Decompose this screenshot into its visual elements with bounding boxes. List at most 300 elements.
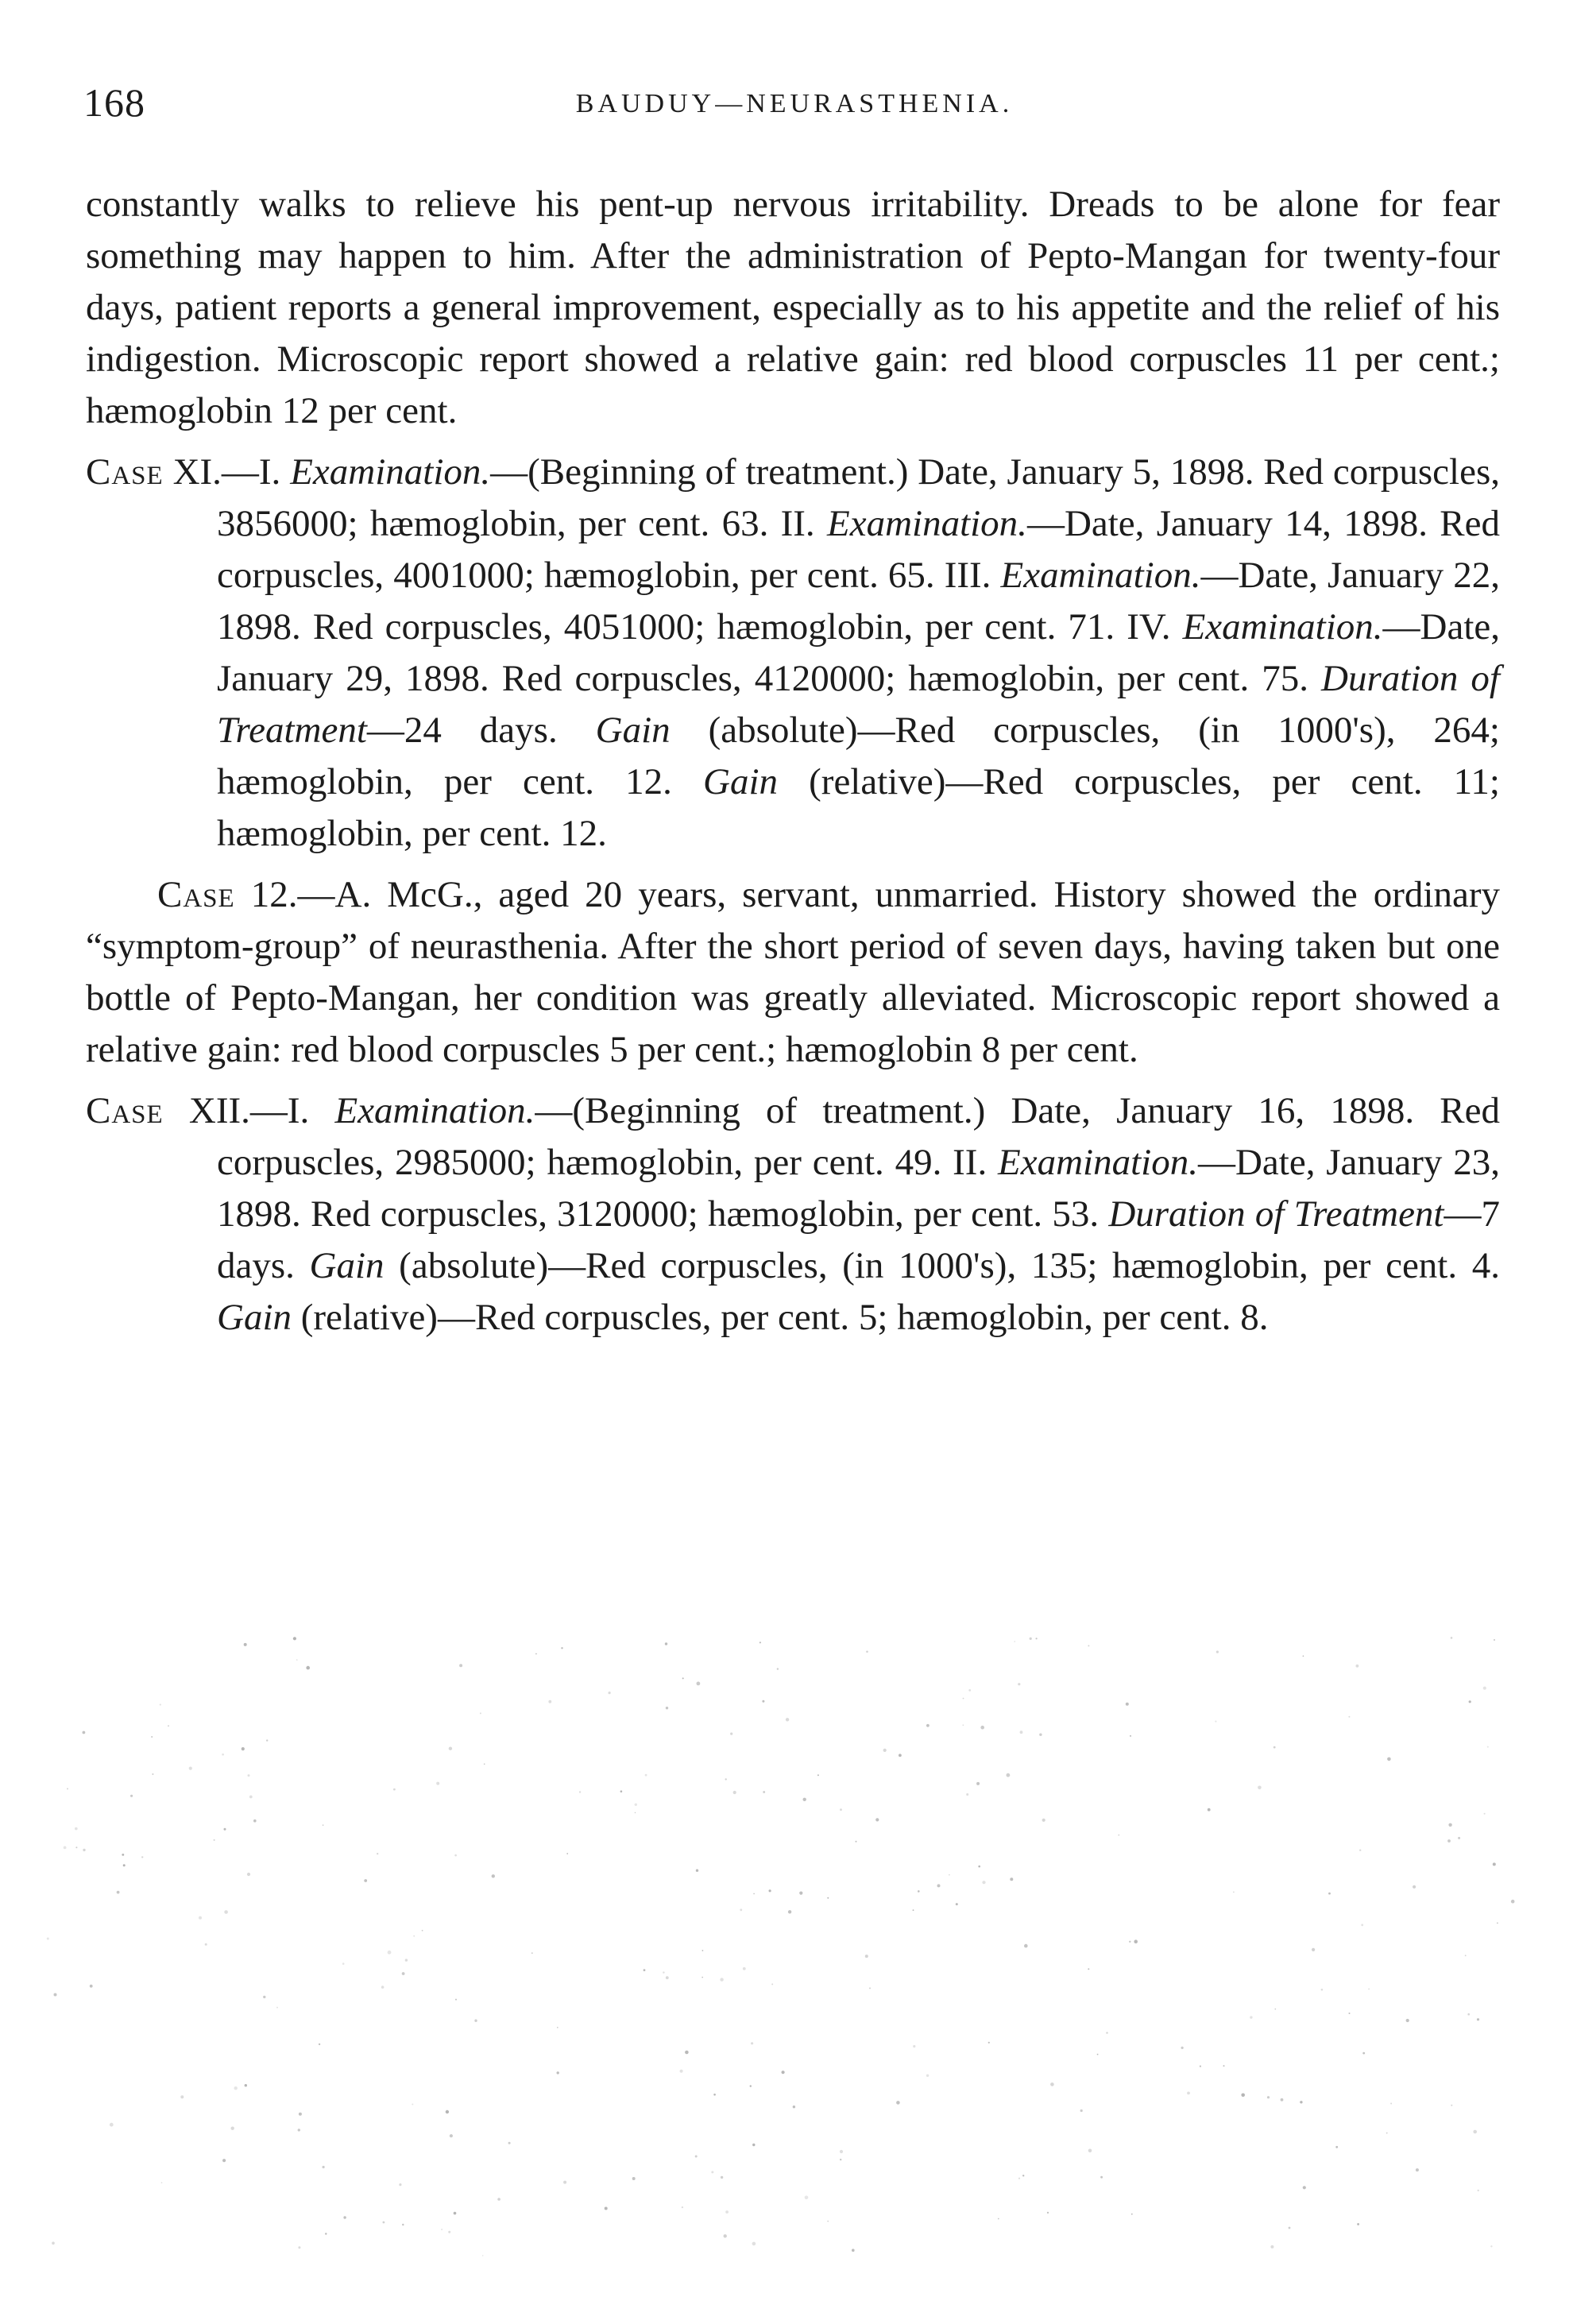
text-run: —Date, January 22, 1898. Red corpuscles, 4051000; hæmoglobin, per cent. 71. IV. (217, 555, 1500, 648)
speck (949, 1874, 950, 1876)
page-body (86, 179, 1500, 1344)
speck (753, 1893, 755, 1895)
running-head: BAUDUY—NEURASTHENIA. (575, 89, 1014, 118)
speck (856, 1841, 857, 1843)
speck (1484, 1813, 1486, 1815)
speck (696, 1870, 698, 1872)
speck (680, 2070, 683, 2073)
speck (296, 1659, 298, 1661)
speck (1208, 1808, 1211, 1812)
speck (64, 1846, 67, 1850)
speck (1451, 2105, 1452, 2106)
text-run: constantly walks to relieve his pent-up nervous irritability. Dreads to be alone for fear something may happen to him. After the administration of Pepto-Mangan for twenty-four days, patient reports a general improvement, especially as to his appetite and the relief of his indigestion. Microscopic report showed a relative gain: red blood corpuscles 11 per cent.; hæmoglobin 12 per cent. (86, 184, 1500, 431)
speck (298, 2129, 300, 2131)
speck (1215, 1721, 1216, 1723)
speck (449, 1747, 452, 1750)
speck (492, 1874, 495, 1877)
speck (1250, 2016, 1252, 2018)
italic-term: Duration of Treatment (1108, 1193, 1444, 1235)
speck (402, 2224, 404, 2225)
speck (697, 1682, 701, 1686)
speck (730, 1733, 732, 1735)
speck (725, 2210, 729, 2214)
page-header (83, 79, 1505, 127)
speck (1018, 2178, 1020, 2179)
speck (1088, 1645, 1089, 1646)
speck (1390, 2103, 1392, 2105)
speck (1386, 2133, 1388, 2134)
speck (117, 1891, 120, 1894)
speck (788, 1910, 791, 1913)
speck (743, 1967, 746, 1970)
speck (1018, 1683, 1020, 1685)
speck (733, 1791, 736, 1794)
speck (1493, 1862, 1496, 1866)
speck (248, 1774, 250, 1777)
speck (436, 1782, 439, 1785)
speck (180, 2095, 184, 2098)
speck (482, 2255, 484, 2256)
speck (508, 2142, 511, 2144)
speck (827, 2221, 829, 2222)
speck (1042, 1819, 1045, 1822)
paragraph-continuation (86, 179, 1500, 437)
text-run: —Date, January 29, 1898. Red corpuscles, 4120000; hæmoglobin, per cent. 75. (217, 606, 1500, 699)
speck (666, 1976, 669, 1979)
speck (1039, 1734, 1042, 1736)
speck (605, 2207, 608, 2210)
speck (160, 1703, 161, 1705)
italic-term: Examination. (827, 503, 1027, 544)
speck (1233, 1892, 1235, 1893)
speck (110, 2123, 114, 2127)
speck (645, 1774, 647, 1777)
speck (342, 1962, 345, 1965)
speck (713, 2094, 716, 2096)
speck (1467, 2013, 1470, 2016)
speck (926, 2075, 929, 2077)
speck (682, 2206, 683, 2208)
speck (963, 1724, 964, 1726)
speck (740, 1908, 742, 1911)
speck (759, 1641, 761, 1643)
speck (1303, 2186, 1306, 2189)
speck (1047, 2212, 1049, 2214)
speck (450, 2134, 453, 2137)
speck (1007, 1773, 1011, 1777)
speck (1348, 1716, 1350, 1718)
speck (168, 1725, 169, 1727)
speck (263, 1996, 265, 1998)
speck (205, 1943, 207, 1946)
speck (413, 1935, 415, 1937)
speck (786, 1718, 789, 1721)
speck (222, 1754, 224, 1756)
case-12-paragraph (86, 869, 1500, 1076)
speck (52, 2241, 55, 2245)
speck (1275, 2009, 1277, 2010)
page-number: 168 (83, 80, 145, 125)
italic-term: Examination. (1000, 555, 1201, 596)
speck (242, 1747, 245, 1750)
speck (1494, 1639, 1495, 1641)
speck (724, 2234, 727, 2237)
speck (405, 1959, 408, 1961)
speck (1270, 2245, 1273, 2249)
speck (1241, 2094, 1245, 2098)
speck (448, 2231, 450, 2233)
speck (561, 1647, 562, 1649)
speck (222, 2159, 226, 2162)
speck (563, 2181, 566, 2184)
speck (1469, 1700, 1471, 1703)
speck (480, 1712, 481, 1714)
speck (1036, 1638, 1038, 1639)
speck (685, 2051, 689, 2055)
speck (249, 1796, 253, 1799)
speck (918, 1890, 920, 1893)
speck (1267, 2096, 1270, 2098)
speck (1362, 2052, 1365, 2055)
speck (422, 1930, 423, 1932)
speck (1361, 1924, 1363, 1926)
text-run: —Date, January 23, 1898. Red corpuscles, 3120000; hæmoglobin, per cent. 53. (217, 1142, 1500, 1235)
speck (968, 1689, 971, 1692)
speck (711, 2171, 713, 2173)
speck (306, 1666, 310, 1670)
italic-term: Examination. (1182, 606, 1383, 648)
speck (793, 2106, 795, 2108)
speck (1010, 1877, 1013, 1881)
speck (1080, 2109, 1083, 2112)
speck (1100, 2176, 1103, 2179)
speck (720, 1978, 723, 1981)
speck (937, 1884, 941, 1887)
speck (1497, 1923, 1498, 1924)
speck (123, 1864, 126, 1866)
speck (771, 1983, 773, 1985)
text-run: —(Beginning of treatment.) Date, January 5, 1898. Red corpuscles, 3856000; hæmoglobin, per cent. 63. II. (217, 451, 1501, 544)
speck (1356, 1665, 1359, 1668)
speck (234, 2086, 238, 2090)
speck (752, 2144, 755, 2146)
text-run: XII.—I. (163, 1090, 335, 1131)
italic-term: Gain (595, 710, 671, 751)
case-xii-paragraph (86, 1085, 1500, 1344)
speck (1477, 2018, 1479, 2020)
speck (557, 2027, 558, 2028)
speck (214, 1839, 215, 1841)
speck (852, 2249, 855, 2252)
speck (777, 1668, 779, 1669)
speck (1088, 2149, 1092, 2153)
speck (1303, 1656, 1304, 1657)
speck (721, 2176, 723, 2179)
speck (75, 1827, 78, 1831)
speck (896, 2101, 900, 2105)
text-run: 12.—A. McG., aged 20 years, servant, unmarried. History showed the ordinary “symptom-group” of neurasthenia. After the short period of seven days, having taken but one bottle of Pepto-Mangan, her condition was greatly alleviated. Microscopic report showed a relative gain: red blood corpuscles 5 per cent.; hæmoglobin 8 per cent. (86, 874, 1500, 1070)
speck (323, 1824, 324, 1826)
speck (866, 1651, 868, 1653)
case-label: Case (86, 1090, 164, 1131)
text-run: (absolute)—Red corpuscles, (in 1000's), 264; hæmoglobin, per cent. 12. (217, 710, 1500, 802)
speck (926, 1724, 930, 1727)
speck (1022, 2175, 1024, 2176)
italic-term: Gain (703, 761, 779, 802)
speck (1050, 2082, 1054, 2086)
speck (377, 1853, 378, 1854)
speck (913, 1909, 914, 1911)
speck (840, 2150, 843, 2153)
speck (1024, 1944, 1028, 1948)
speck (1126, 1703, 1129, 1706)
speck (966, 1793, 968, 1796)
speck (827, 1897, 829, 1899)
speck (635, 1812, 636, 1814)
case-xi-paragraph (86, 447, 1500, 860)
speck (1487, 1746, 1489, 1748)
italic-term: Examination. (998, 1142, 1198, 1183)
speck (1289, 2227, 1291, 2229)
speck (67, 1788, 68, 1789)
speck (963, 1698, 964, 1699)
speck (224, 1828, 226, 1831)
speck (497, 2198, 500, 2201)
speck (441, 2229, 443, 2230)
text-run: —(Beginning of treatment.) Date, January 16, 1898. Red corpuscles, 2985000; hæmoglobin, per cent. 49. II. (217, 1090, 1500, 1183)
speck (752, 2242, 756, 2246)
speck (293, 1637, 296, 1640)
speck (695, 2156, 698, 2158)
speck (325, 2233, 327, 2234)
speck (141, 1856, 143, 1858)
speck (869, 1987, 871, 1989)
speck (1447, 1839, 1451, 1843)
speck (762, 1700, 764, 1703)
speck (1490, 2245, 1492, 2247)
speck (90, 1985, 93, 1988)
text-run: —7 days. (217, 1193, 1500, 1286)
italic-term: Examination. (334, 1090, 535, 1131)
speck (75, 1846, 77, 1848)
speck (83, 1849, 85, 1851)
speck (632, 2177, 636, 2180)
speck (1416, 2168, 1419, 2171)
speck (769, 1889, 771, 1892)
speck (189, 1767, 192, 1770)
speck (666, 1707, 668, 1709)
speck (412, 2104, 413, 2106)
speck (1458, 1837, 1460, 1839)
speck (865, 1955, 868, 1958)
speck (1030, 1638, 1032, 1640)
speck (566, 1853, 568, 1854)
speck (381, 1986, 385, 1989)
speck (763, 1791, 765, 1793)
speck (1181, 2047, 1184, 2049)
speck (701, 1977, 703, 1978)
speck (982, 1881, 985, 1884)
speck (130, 1795, 133, 1797)
speck (1483, 1687, 1486, 1690)
speck (1097, 2054, 1099, 2055)
speck (161, 2182, 163, 2183)
speck (803, 1798, 806, 1801)
speck (725, 1778, 727, 1780)
speck (399, 2183, 401, 2186)
speck (1014, 1641, 1015, 1642)
speck (1088, 1968, 1089, 1970)
speck (199, 1916, 202, 1920)
speck (1020, 1730, 1023, 1734)
italic-term: Examination. (290, 451, 491, 493)
speck (1131, 2214, 1133, 2215)
speck (1312, 1948, 1315, 1951)
speck (446, 2110, 449, 2113)
speck (535, 1653, 537, 1655)
speck (454, 1854, 457, 1857)
speck (455, 1999, 457, 2001)
text-run: —24 days. (366, 710, 596, 751)
speck (1134, 1939, 1138, 1943)
speck (1349, 2013, 1351, 2014)
speck (782, 2071, 785, 2074)
speck (152, 1773, 153, 1775)
speck (956, 1903, 958, 1905)
speck (980, 1726, 984, 1730)
speck (1511, 1900, 1515, 1904)
speck (1368, 1989, 1370, 1990)
speck (459, 1664, 462, 1667)
speck (343, 2216, 346, 2218)
text-run: XI.—I. (163, 451, 291, 493)
speck (1321, 1989, 1324, 1991)
speck (988, 2042, 990, 2044)
speck (1200, 2066, 1201, 2067)
speck (388, 1951, 392, 1955)
speck (899, 1754, 902, 1757)
speck (1300, 2101, 1302, 2103)
speck (620, 1790, 623, 1792)
speck (1387, 1758, 1391, 1761)
speck (47, 1938, 49, 1940)
speck (245, 2084, 247, 2086)
speck (247, 1873, 250, 1876)
speck (1406, 2019, 1409, 2022)
speck (1478, 2190, 1479, 2191)
speck (383, 2222, 385, 2224)
speck (319, 2044, 320, 2045)
speck (1258, 1786, 1262, 1790)
speck (1130, 1735, 1131, 1737)
speck (1281, 2098, 1284, 2102)
speck (663, 1971, 664, 1973)
speck (253, 1819, 257, 1823)
speck (1335, 2146, 1338, 2148)
speck (644, 1969, 646, 1971)
italic-term: Gain (217, 1297, 292, 1338)
speck (557, 2071, 559, 2074)
speck (1119, 1835, 1120, 1836)
speck (244, 1643, 247, 1646)
speck (635, 1804, 637, 1806)
speck (682, 1677, 684, 1679)
speck (1106, 2032, 1107, 2033)
speck (840, 2159, 841, 2160)
italic-term: Duration of Treatment (217, 658, 1500, 751)
speck (913, 2045, 915, 2048)
speck (976, 1782, 980, 1785)
speck (224, 1910, 228, 1914)
speck (548, 1700, 551, 1703)
case-label: Case (86, 451, 164, 493)
speck (1187, 2092, 1190, 2095)
speck (875, 1818, 879, 1821)
speck (1357, 2223, 1359, 2225)
italic-term: Gain (309, 1245, 385, 1286)
speck (1473, 2130, 1477, 2134)
speck (122, 1854, 124, 1856)
case-label: Case (157, 874, 235, 915)
speck (1328, 1893, 1331, 1895)
speck (531, 1952, 533, 1954)
speck (702, 1950, 704, 1951)
speck (364, 1879, 367, 1882)
speck (840, 1808, 842, 1811)
speck (609, 1692, 611, 1694)
speck (1359, 1850, 1361, 1851)
speck (998, 2218, 999, 2220)
speck (799, 1892, 802, 1895)
speck (1465, 1955, 1467, 1956)
speck (579, 1791, 581, 1792)
speck (266, 1739, 268, 1741)
speck (231, 2127, 234, 2130)
speck (323, 2166, 325, 2168)
speck (454, 2212, 457, 2215)
speck (54, 1993, 57, 1997)
speck (817, 1774, 819, 1776)
speck (1273, 1746, 1276, 1749)
speck (1448, 1823, 1451, 1827)
speck (474, 2020, 477, 2022)
speck (484, 1763, 485, 1765)
speck (665, 1642, 667, 1645)
speck (298, 2246, 300, 2249)
paper-specks (0, 1637, 1573, 2272)
speck (151, 1736, 153, 1738)
text-run: (relative)—Red corpuscles, per cent. 5; hæmoglobin, per cent. 8. (292, 1297, 1269, 1338)
text-run: (absolute)—Red corpuscles, (in 1000's), 135; hæmoglobin, per cent. 4. (384, 1245, 1500, 1286)
speck (978, 1866, 980, 1868)
speck (1216, 1651, 1219, 1653)
speck (883, 1749, 887, 1752)
speck (1223, 2065, 1225, 2067)
speck (393, 1788, 396, 1791)
speck (1129, 1941, 1130, 1943)
speck (402, 1972, 405, 1975)
speck (1451, 1637, 1453, 1639)
speck (751, 2042, 753, 2044)
speck (83, 1731, 86, 1734)
speck (1413, 1885, 1416, 1889)
speck (276, 2007, 278, 2009)
text-run: (relative)—Red corpuscles, per cent. 11; hæmoglobin, per cent. 12. (217, 761, 1500, 854)
text-run: —Date, January 14, 1898. Red corpuscles, 4001000; hæmoglobin, per cent. 65. III. (217, 503, 1500, 596)
speck (299, 2113, 302, 2116)
speck (805, 2196, 809, 2200)
speck (750, 2085, 752, 2086)
